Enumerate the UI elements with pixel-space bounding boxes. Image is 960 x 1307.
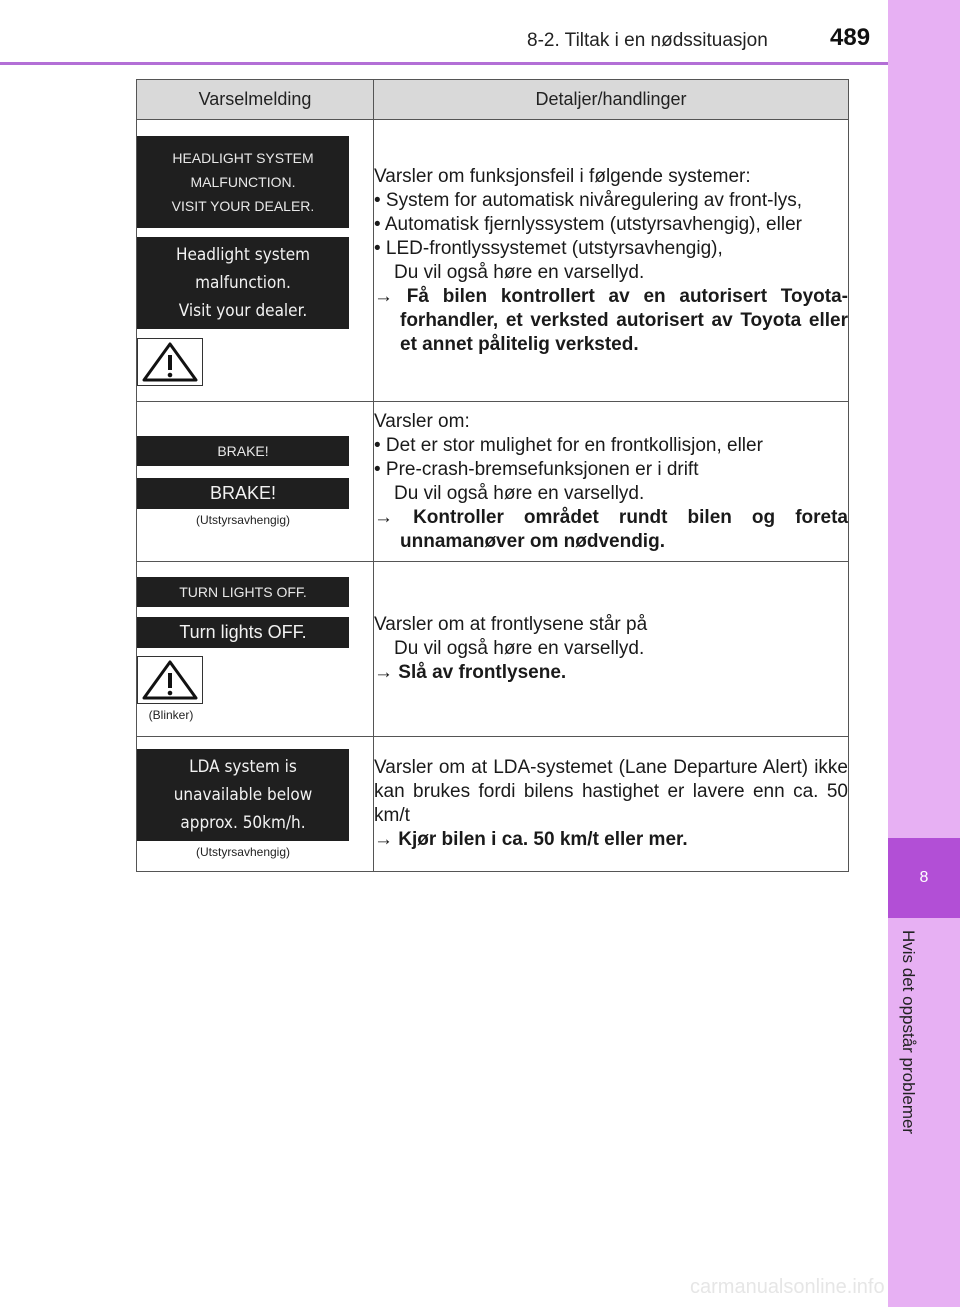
- details-cell: [374, 120, 849, 402]
- details-cell: [374, 402, 849, 562]
- details-note: Du vil også høre en varsellyd.: [394, 638, 645, 659]
- warning-display-cell: [137, 737, 374, 872]
- chapter-number-tab: [888, 838, 960, 918]
- details-bullet: • LED-frontlyssystemet (utstyrsavhengig),: [374, 237, 723, 259]
- details-action: → Kjør bilen i ca. 50 km/t eller mer.: [374, 829, 688, 850]
- details-action: → Kontroller området rundt bilen og foreta unnamanøver om nødvendig.: [374, 506, 848, 552]
- column-header: Varselmelding: [137, 80, 374, 120]
- table-row: [137, 402, 849, 562]
- display-message-large: Turn lights OFF.: [137, 617, 349, 648]
- details-intro: Varsler om at frontlysene står på: [374, 614, 648, 635]
- details-bullet: • Pre-crash-bremsefunksjonen er i drift: [374, 458, 699, 480]
- display-message-large: LDA system is unavailable below approx. 50km/h.: [137, 749, 349, 841]
- display-caption: (Utstyrsavhengig): [195, 845, 291, 859]
- warning-display-cell: [137, 402, 374, 562]
- table-row: [137, 120, 849, 402]
- details-intro: Varsler om:: [374, 410, 470, 432]
- warning-display-cell: [137, 562, 374, 737]
- details-intro: Varsler om at LDA-systemet (Lane Departure Alert) ikke kan brukes fordi bilens hastighet er lavere enn ca. 50 km/t: [374, 757, 848, 826]
- table-header-row: [137, 80, 849, 120]
- details-intro: Varsler om funksjonsfeil i følgende systemer:: [374, 165, 751, 187]
- display-message-large: BRAKE!: [137, 478, 349, 509]
- details-bullet: • System for automatisk nivåregulering av front-lys,: [374, 189, 802, 211]
- details-cell: [374, 562, 849, 737]
- details-bullet: • Automatisk fjernlyssystem (utstyrsavhengig), eller: [374, 213, 802, 235]
- display-message-small: TURN LIGHTS OFF.: [137, 577, 349, 607]
- display-message-small: HEADLIGHT SYSTEM MALFUNCTION. VISIT YOUR DEALER.: [137, 136, 349, 228]
- details-action: → Slå av frontlysene.: [374, 662, 567, 683]
- table-row: [137, 562, 849, 737]
- warning-message-table: [136, 79, 849, 872]
- display-caption: (Blinker): [148, 707, 194, 722]
- watermark: carmanualsonline.info: [690, 1276, 885, 1298]
- section-title: 8-2. Tiltak i en nødssituasjon: [527, 30, 768, 51]
- page-number: 489: [830, 24, 871, 51]
- warning-display-cell: [137, 120, 374, 402]
- display-message-large: Headlight system malfunction. Visit your dealer.: [137, 237, 349, 329]
- display-caption: (Utstyrsavhengig): [195, 513, 291, 527]
- header-divider: [0, 62, 888, 65]
- display-message-small: BRAKE!: [137, 436, 349, 466]
- table-row: [137, 737, 849, 872]
- chapter-number: 8: [919, 869, 929, 886]
- details-bullet: • Det er stor mulighet for en frontkollisjon, eller: [374, 434, 763, 456]
- details-note: Du vil også høre en varsellyd.: [394, 482, 645, 504]
- column-header: Detaljer/handlinger: [374, 80, 849, 120]
- details-action: → Få bilen kontrollert av en autorisert Toyota-forhandler, et verksted autorisert av Toyota eller et annet pålitelig verksted.: [374, 285, 848, 355]
- warning-triangle-icon: [137, 656, 203, 704]
- chapter-title: Hvis det oppstår problemer: [899, 930, 918, 1135]
- details-cell: [374, 737, 849, 872]
- details-note: Du vil også høre en varsellyd.: [394, 261, 645, 283]
- warning-triangle-icon: [137, 338, 203, 386]
